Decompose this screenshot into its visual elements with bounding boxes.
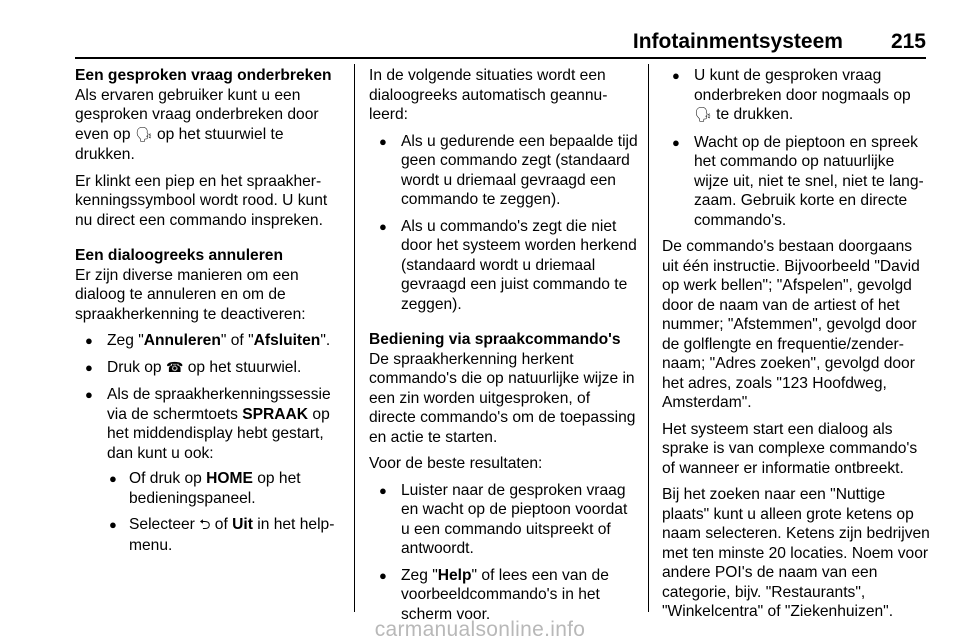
page-number: 215: [890, 30, 926, 53]
list-item: ● Wacht op de pieptoon en spreek het commando op natuurlijke wijze uit, niet te snel, niet te langzaam. Gebruik korte en directe commando's.: [662, 133, 930, 231]
watermark: carmanualsonline.info: [374, 618, 586, 641]
page-header: [0, 30, 926, 56]
column-right: [662, 66, 930, 629]
list-item: ● Druk op ☎︎ op het stuurwiel.: [75, 358, 343, 379]
list-item: ● Als u gedurende een bepaalde tijd geen commando zegt (standaard wordt u driemaal gevraagd een commando te zeggen).: [369, 132, 639, 210]
column-divider: [648, 64, 649, 612]
bullet-list: [369, 132, 639, 315]
paragraph: [75, 86, 343, 165]
list-item: ● Zeg "Annuleren" of "Afsluiten".: [75, 331, 343, 351]
column-middle: [369, 66, 639, 631]
list-item: ● Als de spraakherkenningssessie via de schermtoets SPRAAK op het middendisplay hebt gestart, dan kunt u ook: ● Of druk op HOME op het bedieningspaneel. ● Selecteer ⮌ of Uit in het help-menu.: [75, 385, 343, 555]
section-heading: Bediening via spraakcommando's: [369, 331, 621, 348]
bullet-list: [369, 481, 639, 625]
hang-up-icon: ☎︎: [165, 359, 184, 376]
list-item: ● Als u commando's zegt die niet door het systeem worden herkend (standaard wordt u driemaal gevraagd een juist commando te zeggen).: [369, 217, 639, 315]
paragraph: In de volgende situaties wordt een dialoogreeks automatisch geannuleerd:: [369, 67, 608, 123]
voice-icon: 🗣︎: [134, 126, 153, 143]
paragraph: De commando's bestaan doorgaans uit één instructie. Bijvoorbeeld "David op werk bellen"; "Afspelen", gevolgd door de naam van de artiest of het nummer; "Afstemmen", gevolgd door de golflengte en frequentie/zendernaam; "Adres zoeken", gevolgd door het adres, zoals "123 Hoofdweg, Amsterdam".: [662, 238, 920, 411]
section-heading: Een dialoogreeks annuleren: [75, 247, 283, 264]
list-item: ● Luister naar de gesproken vraag en wacht op de pieptoon voordat u een commando uitspreekt of antwoordt.: [369, 481, 639, 559]
paragraph: Er zijn diverse manieren om een dialoog te annuleren en om de spraakherkenning te deactiveren:: [75, 266, 306, 323]
section-heading: Een gesproken vraag onderbreken: [75, 67, 332, 84]
back-arrow-icon: ⮌: [199, 517, 211, 533]
nested-bullet-list: [107, 469, 343, 555]
paragraph: Bij het zoeken naar een "Nuttige plaats" kunt u alleen grote ketens op naam selecteren. Ketens zijn bedrijven met ten minste 20 locaties. Noem voor andere POI's de naam van een categorie, bijv. "Restaurants", "Winkelcentra" of "Ziekenhuizen".: [662, 486, 930, 620]
bullet-list: [75, 331, 343, 555]
column-divider: [354, 64, 355, 612]
text: Als ervaren gebruiker kunt u een gesproken vraag onderbreken door even op: [75, 86, 319, 143]
paragraph: De spraakherkenning herkent commando's die op natuurlijke wijze in een zin worden uitgesproken, of directe commando's om de toepassing en actie te starten.: [369, 350, 636, 446]
page-title: Infotainmentsysteem: [632, 30, 843, 53]
paragraph: Het systeem start een dialoog als sprake is van complexe commando's of wanneer er informatie ontbreekt.: [662, 420, 918, 477]
paragraph: Er klinkt een piep en het spraakherkenningssymbool wordt rood. U kunt nu direct een commando inspreken.: [75, 172, 328, 229]
list-item: ● U kunt de gesproken vraag onderbreken door nogmaals op 🗣︎ te drukken.: [662, 66, 930, 126]
bullet-list: [662, 66, 930, 230]
list-item: ● Zeg "Help" of lees een van de voorbeeldcommando's in het scherm voor.: [369, 566, 639, 625]
list-item: ● Selecteer ⮌ of Uit in het help-menu.: [107, 515, 343, 555]
column-left: [75, 66, 343, 562]
text: op het stuurwiel te drukken.: [75, 125, 284, 163]
header-rule: [75, 57, 926, 59]
paragraph: Voor de beste resultaten:: [369, 455, 543, 472]
list-item: ● Of druk op HOME op het bedieningspaneel.: [107, 469, 343, 508]
voice-icon: 🗣︎: [694, 107, 712, 123]
